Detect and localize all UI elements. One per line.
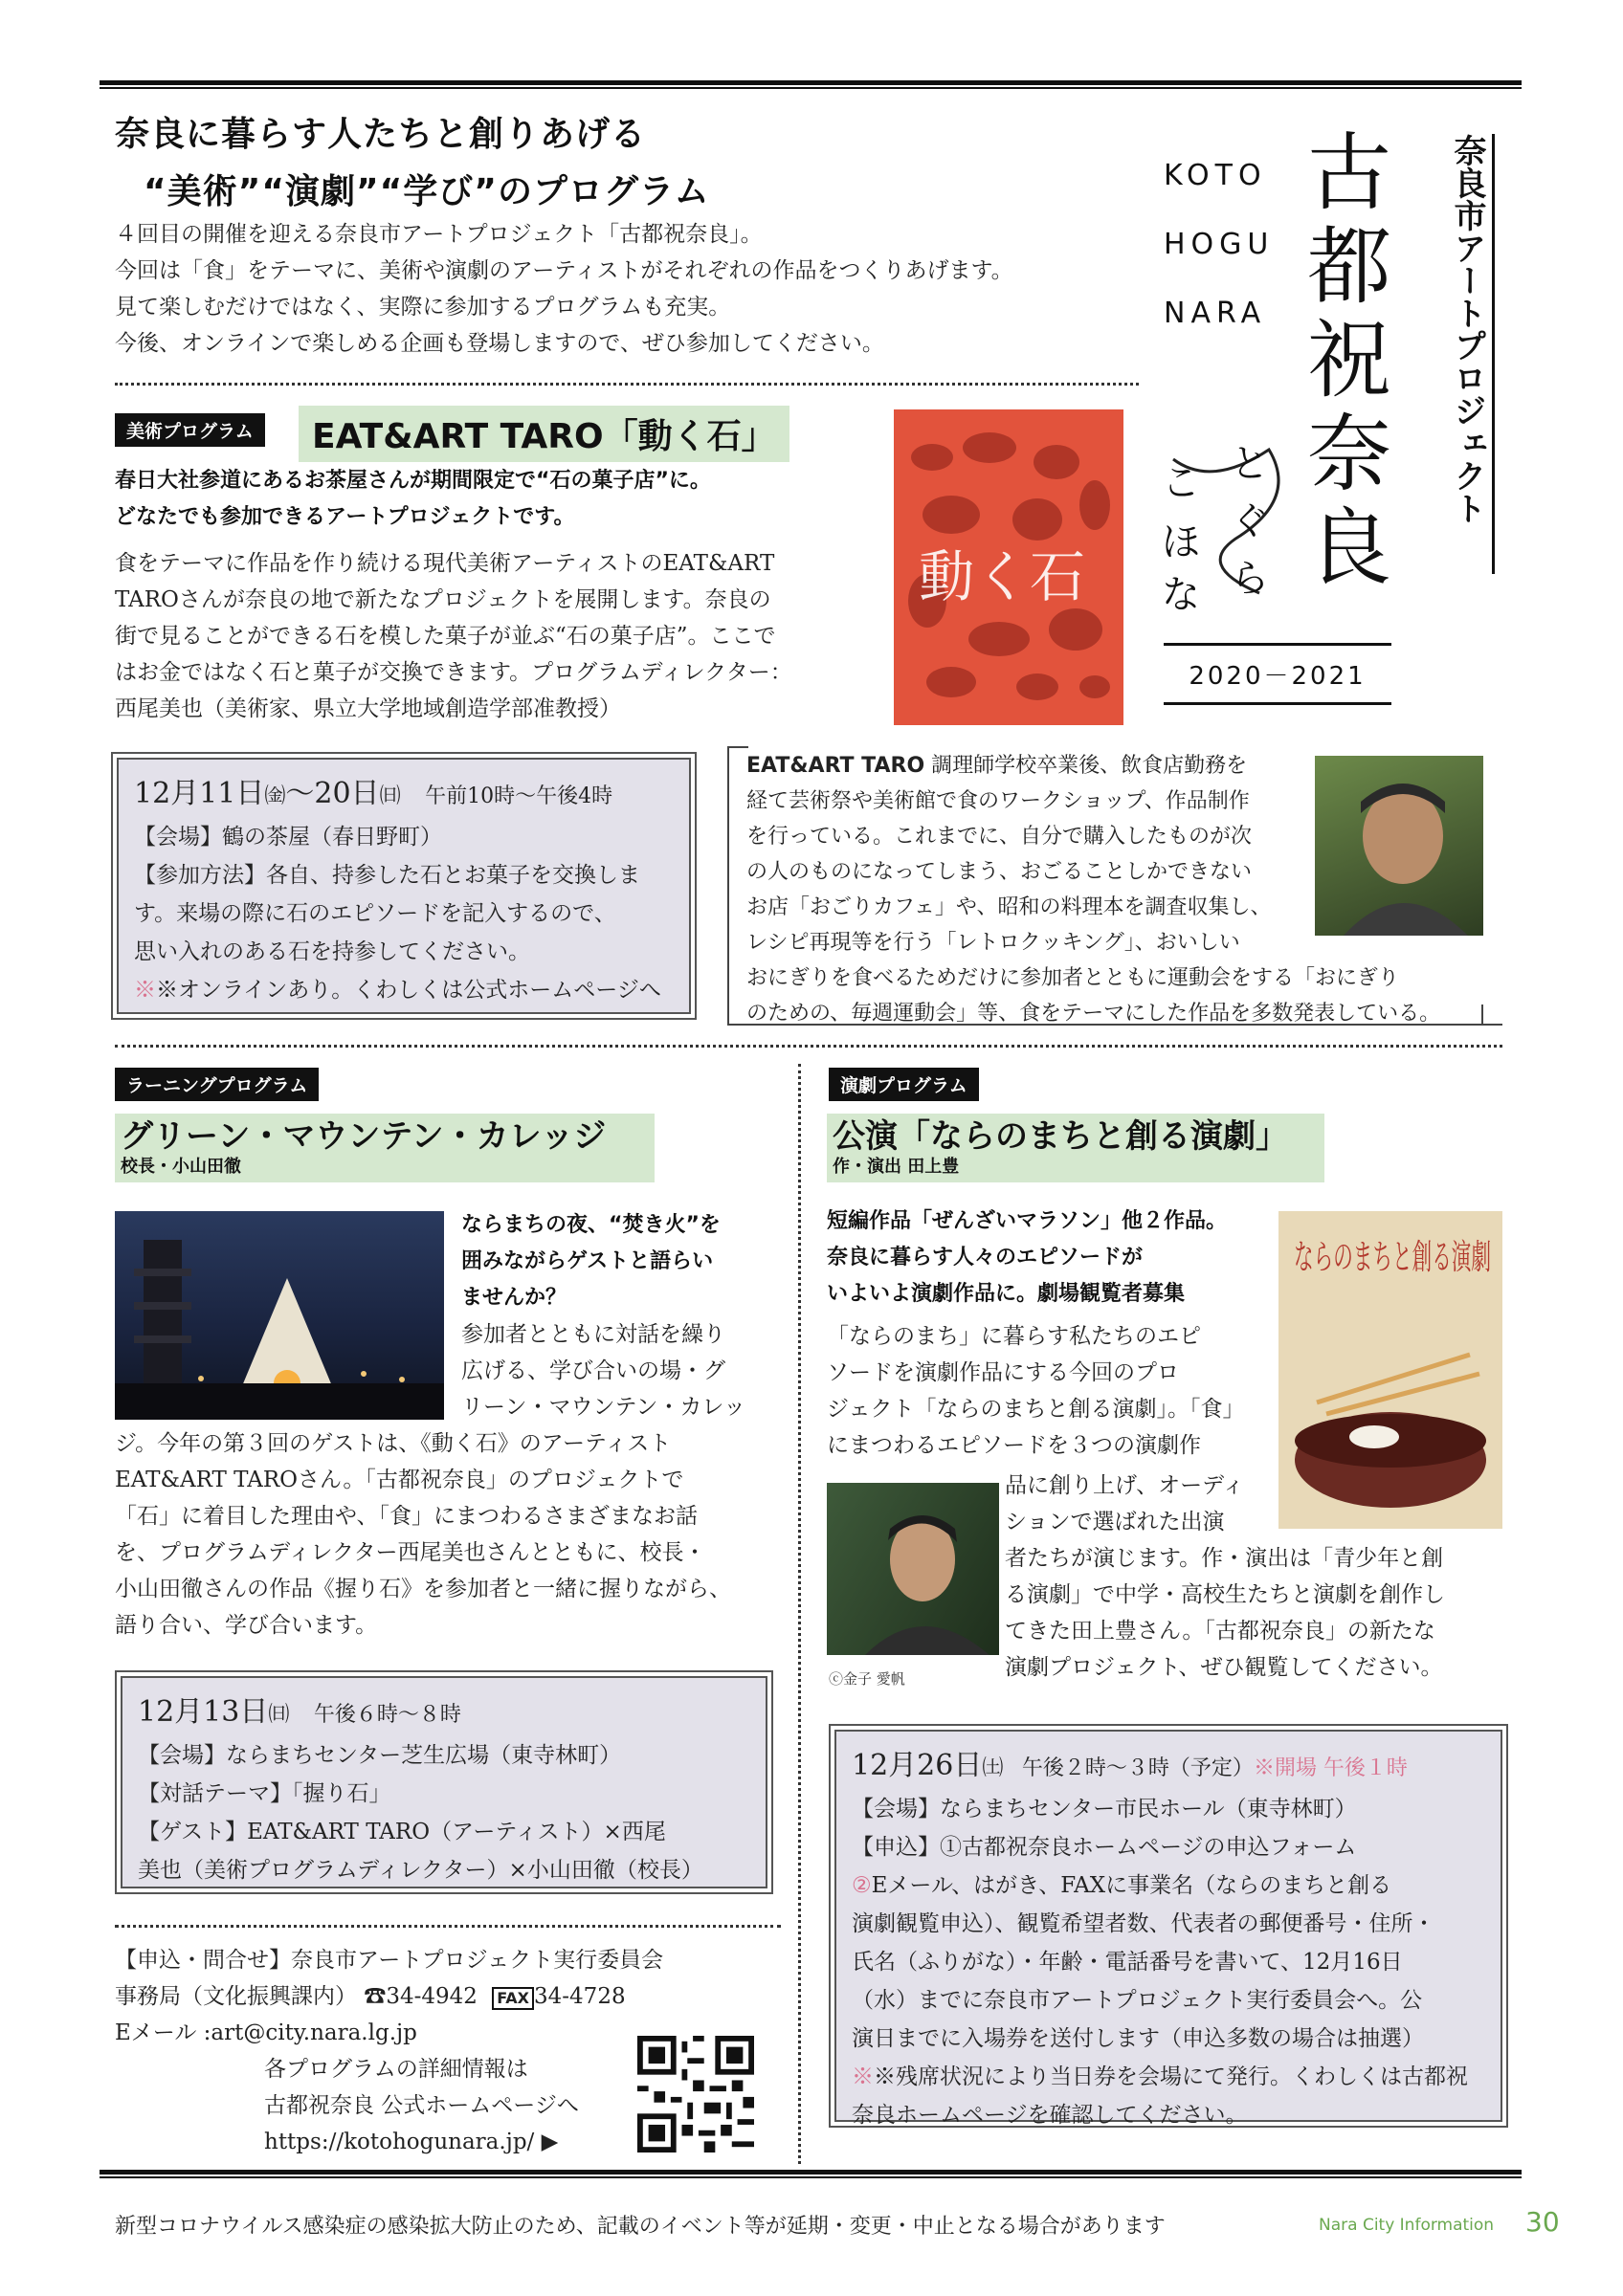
theater-apply-line: Eメール、はがき、FAXに事業名（ならのまちと創る: [871, 1873, 1392, 1898]
director-portrait-photo: [827, 1483, 999, 1655]
learning-body-line: 「石」に着目した理由や、「食」にまつわるさまざまなお話: [115, 1504, 699, 1529]
learning-body-side: [461, 1316, 745, 1425]
contact-fax[interactable]: 34-4728: [534, 1984, 626, 2009]
art-profile-line: おにぎりを食べるためだけに参加者とともに運動会をする「おにぎり: [746, 966, 1400, 990]
fax-icon: FAX: [492, 1987, 534, 2010]
learning-guest-line: 美也（美術プログラムディレクター）×小山田徹（校長）: [138, 1858, 703, 1883]
logo-kanji-char: 奈: [1307, 405, 1392, 503]
art-online-note: ※※オンラインあり。くわしくは公式ホームページへ: [134, 978, 661, 1003]
contact-phone-line: [115, 1978, 663, 2015]
art-profile-corner-br2: [1481, 1024, 1502, 1026]
art-time: 午前10時～午後4時: [425, 784, 613, 808]
learning-lead-line: ませんか？: [461, 1286, 567, 1310]
director-portrait-figure: [827, 1483, 999, 1655]
art-title: EAT&ART TARO「動く石」: [299, 406, 789, 462]
theater-body-line: てきた田上豊さん。「古都祝奈良」の新たな: [1005, 1619, 1435, 1644]
learning-guest-line: 【ゲスト】EAT&ART TARO（アーティスト）×西尾: [138, 1820, 666, 1844]
artist-portrait-figure: [1315, 756, 1483, 936]
art-venue: 【会場】鶴の茶屋（春日野町）: [134, 825, 442, 850]
intro-line: 見て楽しむだけではなく、実際に参加するプログラムも充実。: [115, 295, 731, 320]
logo-latin: [1164, 142, 1274, 348]
theater-lead-line: 短編作品「ぜんざいマラソン」他２作品。: [827, 1209, 1228, 1233]
theater-note: ※※残席状況により当日券を会場にて発行。くわしくは古都祝: [852, 2064, 1468, 2089]
art-profile-line: レシピ再現等を行う「レトロクッキング」、おいしい: [746, 931, 1240, 955]
art-profile-line: の人のものになってしまう、おごることしかできない: [746, 860, 1253, 884]
theater-time: 午後２時～３時（予定）: [1021, 1756, 1254, 1780]
art-profile-line: のための、毎週運動会」等、食をテーマにした作品を多数発表している。: [746, 1002, 1441, 1026]
art-method-line: 思い入れのある石を持参してください。: [134, 939, 530, 964]
art-profile-line: お店「おごりカフェ」や、昭和の料理本を調査収集し、: [746, 895, 1272, 919]
learning-body-line: 小山田徹さんの作品《握り石》を参加者と一緒に握りながら、: [115, 1577, 731, 1601]
art-profile-line: 調理師学校卒業後、飲食店勤務を: [931, 754, 1248, 778]
logo-latin-line: HOGU: [1164, 228, 1275, 261]
theater-body-line: 「ならのまち」に暮らす私たちのエピ: [827, 1324, 1201, 1349]
art-profile-corner-tl: [727, 746, 748, 748]
intro-line: 今後、オンラインで楽しめる企画も登場しますので、ぜひ参加してください。: [115, 331, 884, 356]
art-date-dow2: ㈰: [379, 784, 401, 808]
learning-date-dow: ㈰: [268, 1703, 290, 1727]
art-profile-name: EAT&ART TARO: [746, 754, 925, 778]
theater-subtitle: 作・演出 田上豊: [833, 1157, 960, 1177]
theater-title-block: [827, 1114, 1324, 1182]
learning-info-box: [121, 1676, 767, 1888]
art-date-dow1: ㈮: [264, 784, 286, 808]
logo-kanji-char: 良: [1307, 498, 1392, 597]
learning-date: [138, 1691, 750, 1736]
learning-body-line: リーン・マウンテン・カレッ: [461, 1395, 746, 1420]
theater-apply-line: 演劇観覧申込）、観覧希望者数、代表者の郵便番号・住所・: [852, 1911, 1435, 1936]
contact-line1: 【申込・問合せ】奈良市アートプロジェクト実行委員会: [115, 1948, 664, 1973]
art-lead-line: 春日大社参道にあるお茶屋さんが期間限定で“石の菓子店”に。: [115, 469, 711, 493]
art-body-line: 西尾美也（美術家、県立大学地域創造学部准教授）: [115, 696, 621, 721]
theater-apply-web: 【申込】①古都祝奈良ホームページの申込フォーム: [852, 1835, 1357, 1860]
theater-body-line: 品に創り上げ、オーディ: [1005, 1473, 1245, 1498]
learning-body-line: 参加者とともに対話を繰り: [461, 1322, 725, 1347]
art-body-line: 街で見ることができる石を模した菓子が並ぶ“石の菓子店”。ここで: [115, 624, 776, 649]
logo-latin-line: KOTO: [1164, 159, 1267, 192]
intro-line: 今回は「食」をテーマに、美術や演劇のアーティストがそれぞれの作品をつくりあげます。: [115, 258, 1013, 283]
learning-title-block: [115, 1114, 655, 1182]
column-divider: [798, 1064, 801, 2164]
theater-body-line: ションで選ばれた出演: [1005, 1510, 1225, 1534]
arrow-right-icon: ▶: [541, 2130, 559, 2154]
contact-detail-line: 各プログラムの詳細情報は: [264, 2057, 528, 2082]
logo-hira-gu: ぐ: [1231, 499, 1269, 543]
intro-divider: [115, 383, 1139, 386]
contact-detail-line: 古都祝奈良 公式ホームページへ: [264, 2093, 579, 2118]
theater-date-dow: ㈯: [982, 1756, 1004, 1780]
art-body-line: TAROさんが奈良の地で新たなプロジェクトを展開します。奈良の: [115, 587, 771, 612]
art-body: [115, 545, 792, 727]
artist-portrait-photo: [1315, 756, 1483, 936]
art-date: [134, 773, 674, 818]
intro-line: ４回目の開催を迎える奈良市アートプロジェクト「古都祝奈良」。: [115, 222, 763, 247]
logo-hira-ko: こ: [1162, 461, 1200, 505]
theater-body-line: る演劇」で中学・高校生たちと演劇を創作し: [1005, 1582, 1445, 1607]
theater-lead-line: いよいよ演劇作品に。劇場観覧者募集: [827, 1282, 1186, 1306]
learning-body-line: EAT&ART TAROさん。「古都祝奈良」のプロジェクトで: [115, 1468, 684, 1492]
theater-body-line: ソードを演劇作品にする今回のプロ: [827, 1360, 1179, 1385]
contact-detail: [264, 2051, 579, 2160]
art-lead: [115, 463, 711, 536]
intro-paragraph: [115, 216, 1129, 362]
learning-venue: 【会場】ならまちセンター芝生広場（東寺林町）: [138, 1743, 622, 1768]
learning-body-line: 広げる、学び合いの場・グ: [461, 1358, 725, 1383]
contact-divider: [115, 1925, 781, 1928]
learning-time: 午後６時～８時: [313, 1703, 461, 1727]
art-profile-line: を行っている。これまでに、自分で購入したものが次: [746, 825, 1253, 849]
art-poster-image: [894, 409, 1123, 725]
theater-tag: 演劇プログラム: [829, 1068, 979, 1101]
learning-body-full: [115, 1425, 731, 1644]
contact-block: [115, 1942, 663, 2051]
theater-poster-title: ならのまちと創る演劇: [1294, 1238, 1491, 1277]
theater-date: [852, 1745, 1485, 1790]
logo-latin-line: NARA: [1164, 297, 1267, 330]
director-photo-credit: ⓒ金子 愛帆: [829, 1670, 905, 1688]
logo-hira-to: と: [1231, 442, 1269, 486]
art-poster-stones: [894, 409, 1123, 725]
theater-lead: [827, 1203, 1227, 1313]
logo-hira-ho: ほ: [1162, 520, 1200, 564]
theater-apply-line: 氏名（ふりがな）・年齢・電話番号を書いて、12月16日: [852, 1950, 1403, 1975]
official-site-link[interactable]: https://kotohogunara.jp/: [264, 2130, 535, 2154]
theater-body-line: にまつわるエピソードを３つの演劇作: [827, 1433, 1201, 1458]
art-method-line: 【参加方法】各自、持参した石とお菓子を交換しま: [134, 863, 640, 888]
contact-office: 事務局（文化振興課内）: [115, 1984, 357, 2009]
footer-notice: 新型コロナウイルス感染症の感染拡大防止のため、記載のイベント等が延期・変更・中止となる場合があります: [115, 2215, 1166, 2239]
theater-apply-line: 演日までに入場券を送付します（申込多数の場合は抽選）: [852, 2026, 1424, 2051]
logo-hira-ra: ら: [1231, 557, 1269, 601]
footer-brand: Nara City Information: [1319, 2216, 1495, 2235]
learning-theme: 【対話テーマ】「握り石」: [138, 1781, 391, 1806]
logo-kanji-char: 都: [1307, 217, 1392, 316]
art-body-line: 食をテーマに作品を作り続ける現代美術アーティストのEAT&ART: [115, 551, 775, 576]
learning-body-line: 語り合い、学び合います。: [115, 1613, 378, 1638]
theater-apply-mark: ②: [852, 1873, 872, 1898]
learning-lead: [461, 1207, 721, 1316]
theater-body-line: 演劇プロジェクト、ぜひ観覧してください。: [1005, 1655, 1443, 1680]
top-rule: [100, 80, 1522, 89]
theater-note-line: 奈良ホームページを確認してください。: [852, 2103, 1248, 2128]
art-profile-line: 経て芸術祭や美術館で食のワークショップ、作品制作: [746, 789, 1250, 813]
art-lead-line: どなたでも参加できるアートプロジェクトです。: [115, 505, 575, 529]
logo-kanji-char: 祝: [1307, 311, 1392, 409]
mid-divider: [115, 1045, 1502, 1048]
theater-body-top: [827, 1318, 1245, 1464]
learning-body-line: ジ。今年の第３回のゲストは、《動く石》のアーティスト: [115, 1431, 672, 1456]
qr-code-icon[interactable]: [637, 2036, 754, 2152]
theater-open-time: ※開場 午後１時: [1253, 1756, 1408, 1780]
art-method-line: す。来場の際に石のエピソードを記入するので、: [134, 901, 616, 926]
logo-year-rule-top: [1164, 643, 1391, 646]
theater-apply-mail: [852, 1866, 1485, 1905]
art-date-start: 12月11日: [134, 777, 265, 810]
logo-hira-na: な: [1162, 573, 1200, 617]
theater-date-day: 12月26日: [852, 1749, 983, 1782]
theater-body-line: ジェクト「ならのまちと創る演劇」。「食」: [827, 1397, 1245, 1422]
art-body-line: はお金ではなく石と菓子が交換できます。プログラムディレクター：: [115, 660, 792, 685]
intro-title-line1: 奈良に暮らす人たちと創りあげる: [115, 115, 647, 154]
logo-years: 2020－2021: [1189, 662, 1367, 691]
learning-title: グリーン・マウンテン・カレッジ: [121, 1117, 607, 1156]
bottom-rule: [100, 2170, 1522, 2178]
art-poster-title: 動く石: [919, 544, 1086, 609]
intro-title-line2: “美術”“演劇”“学び”のプログラム: [144, 172, 710, 211]
theater-body-line: 者たちが演じます。作・演出は「青少年と創: [1005, 1546, 1444, 1571]
learning-lead-line: 囲みながらゲストと語らい: [461, 1249, 714, 1273]
art-tag: 美術プログラム: [115, 413, 265, 447]
learning-body-line: を、プログラムディレクター西尾美也さんとともに、校長・: [115, 1540, 706, 1565]
contact-tel[interactable]: ☎34-4942: [364, 1984, 478, 2009]
learning-date-day: 12月13日: [138, 1695, 269, 1729]
logo-kanji: [1307, 123, 1392, 597]
theater-apply-line: （水）までに奈良市アートプロジェクト実行委員会へ。公: [852, 1988, 1423, 2013]
page-number: 30: [1525, 2206, 1560, 2238]
theater-lead-line: 奈良に暮らす人々のエピソードが: [827, 1246, 1144, 1269]
art-date-end: ～20日: [285, 777, 380, 810]
bonfire-night-scene: [115, 1211, 444, 1420]
learning-subtitle: 校長・小山田徹: [121, 1157, 241, 1177]
theater-info-box: [834, 1730, 1502, 2128]
learning-lead-line: ならまちの夜、“焚き火”を: [461, 1213, 721, 1237]
art-online-text: ※オンラインあり。くわしくは公式ホームページへ: [156, 978, 661, 1003]
art-info-box: [117, 758, 691, 1014]
theater-note-line: ※残席状況により当日券を会場にて発行。くわしくは古都祝: [874, 2064, 1468, 2089]
contact-email[interactable]: Eメール :art@city.nara.lg.jp: [115, 2020, 417, 2045]
logo-hiragana-mark: [1154, 421, 1307, 617]
bonfire-night-photo: [115, 1211, 444, 1420]
logo-year-rule-bottom: [1164, 702, 1391, 705]
logo-vertical-label: 奈良市アートプロジェクト: [1447, 134, 1495, 574]
learning-tag: ラーニングプログラム: [115, 1068, 319, 1101]
theater-body-side: [1005, 1468, 1445, 1686]
art-profile-corner-br: [1481, 1004, 1483, 1026]
theater-title: 公演「ならのまちと創る演劇」: [833, 1117, 1288, 1156]
theater-venue: 【会場】ならまちセンター市民ホール（東寺林町）: [852, 1797, 1357, 1821]
logo-kanji-char: 古: [1307, 123, 1392, 222]
